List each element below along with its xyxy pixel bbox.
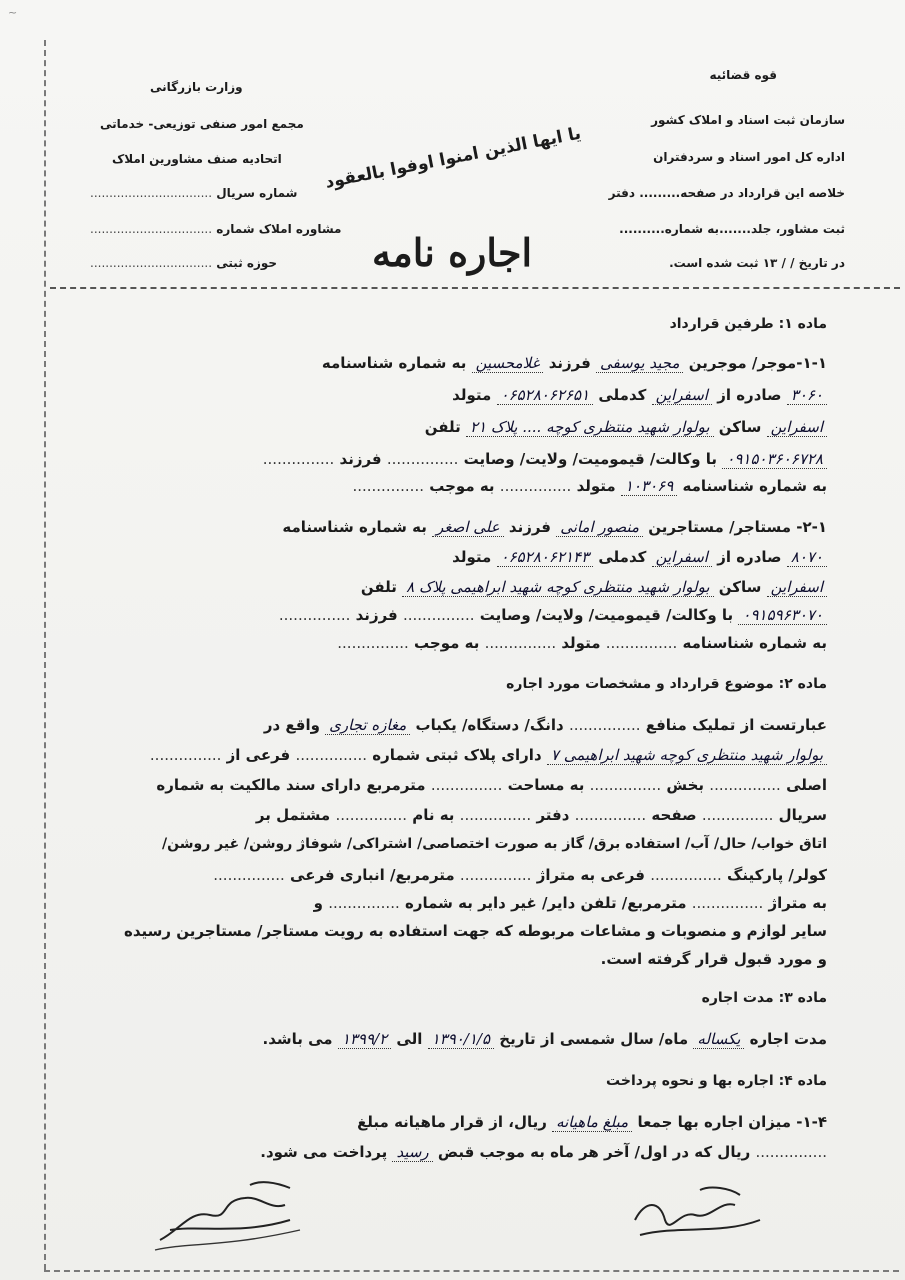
- header-notary-dept: اداره کل امور اسناد و سردفتران: [653, 150, 845, 164]
- header-guild-assembly: مجمع امور صنفی توزیعی- خدماتی: [100, 117, 304, 131]
- subject-deed-label: مترمربع دارای سند مالکیت به شماره: [156, 776, 426, 794]
- subject-serial-label: سریال: [778, 806, 827, 824]
- tenant-phone-label: تلفن: [360, 578, 397, 596]
- header-registered-date: در تاریخ / / ۱۳ ثبت شده است.: [669, 256, 845, 270]
- landlord-proxy-child-label: فرزند: [339, 450, 382, 468]
- rent-line-1: [137, 1113, 827, 1131]
- subject-and: و: [313, 894, 323, 912]
- subject-text-a: عبارتست از تملیک منافع: [645, 716, 827, 734]
- landlord-proxy-id-label: به شماره شناسنامه: [682, 477, 827, 495]
- subject-book-label: دفتر: [536, 806, 570, 824]
- registry-zone-label: حوزه ثبتی: [216, 256, 278, 270]
- duration-end-text: می باشد.: [262, 1030, 333, 1048]
- subject-line-7: به متراژ ............... مترمربع/ تلفن دایر/ غیر دایر به شماره ............... و: [313, 894, 827, 912]
- landlord-issued-label: صادره از: [717, 386, 782, 404]
- landlord-proxy-id: ۱۰۳۰۶۹: [621, 477, 677, 496]
- landlord-line-3: [137, 418, 827, 436]
- tenant-proxy-born-label: متولد: [561, 634, 601, 652]
- subject-text-b: دانگ/ دستگاه/ یکباب: [415, 716, 564, 734]
- tenant-name: منصور امانی: [556, 518, 643, 537]
- subject-line-6: کولر/ پارکینگ ............... فرعی به متراژ ............... مترمربع/ انباری فرعی ...............: [213, 866, 827, 884]
- subject-section-label: بخش: [666, 776, 705, 794]
- quran-motto: یا ایها الذین امنوا اوفوا بالعقود: [323, 123, 583, 193]
- landlord-line-1: [137, 354, 827, 372]
- subject-storage-area-label: به متراژ: [768, 894, 827, 912]
- bottom-cut-edge: [44, 1270, 899, 1272]
- tenant-proxy-id-label: به شماره شناسنامه: [682, 634, 827, 652]
- tenant-city: اسفراین: [767, 578, 827, 597]
- serial-number-field: ................................: [90, 186, 213, 200]
- subject-storage-label: مترمربع/ انباری فرعی: [290, 866, 455, 884]
- subject-area-label: به مساحت: [507, 776, 585, 794]
- tenant-issued-place: اسفراین: [652, 548, 712, 567]
- tenant-label: ۲-۱- مستاجر/ مستاجرین: [648, 518, 827, 536]
- duration-label: مدت اجاره: [749, 1030, 827, 1048]
- article3-heading: ماده ۳: مدت اجاره: [701, 990, 827, 1006]
- subject-line-8: سایر لوازم و منصوبات و مشاعات مربوطه که جهت استفاده به رویت مستاجر/ مستاجرین رسیده: [123, 922, 827, 940]
- duration-from-date: ۱۳۹۰/۱/۵: [428, 1030, 494, 1049]
- landlord-line-2: [137, 386, 827, 404]
- tenant-proxy-child-label: فرزند: [355, 606, 398, 624]
- header-judiciary: قوه قضائیه: [709, 68, 777, 82]
- subject-type: مغازه تجاری: [325, 716, 410, 735]
- subject-parking-label: کولر/ پارکینگ: [726, 866, 827, 884]
- subject-line-2: بولوار شهید منتظری کوچه شهید ابراهیمی ۷ دارای پلاک ثبتی شماره ............... فرعی از ...............: [137, 746, 827, 764]
- header-realestate-union: اتحادیه صنف مشاورین املاک: [112, 152, 282, 166]
- margin-scribble: ~: [8, 6, 18, 19]
- landlord-name: مجید یوسفی: [596, 354, 683, 373]
- landlord-proxy-basis-label: به موجب: [429, 477, 495, 495]
- tenant-proxy-text: با وکالت/ قیمومیت/ ولایت/ وصایت: [479, 606, 734, 624]
- rent-line-2: ............... ریال که در اول/ آخر هر ماه به موجب قبض رسید پرداخت می شود.: [260, 1143, 827, 1161]
- landlord-national-label: کدملی: [598, 386, 647, 404]
- landlord-born-label: متولد: [452, 386, 492, 404]
- landlord-issued-place: اسفراین: [652, 386, 712, 405]
- tenant-line-1: [137, 518, 827, 536]
- landlord-father: غلامحسین: [472, 354, 544, 373]
- subject-main-label: اصلی: [786, 776, 827, 794]
- tenant-line-5: به شماره شناسنامه ............... متولد ............... به موجب ...............: [337, 634, 827, 652]
- subject-phone-status-label: مترمربع/ تلفن دایر/ غیر دایر به شماره: [404, 894, 687, 912]
- duration-to-label: الی: [396, 1030, 423, 1048]
- subject-line-3: اصلی ............... بخش ............... به مساحت ............... مترمربع دارای سند مالکیت به شماره: [156, 776, 827, 794]
- article4-heading: ماده ۴: اجاره بها و نحوه پرداخت: [606, 1073, 827, 1089]
- landlord-child-label: فرزند: [548, 354, 591, 372]
- tenant-phone: ۰۹۱۵۹۶۳۰۷۰: [738, 606, 827, 625]
- header-consultant-reg: ثبت مشاور، جلد.......به شماره..........: [619, 222, 845, 236]
- left-cut-edge: [44, 40, 46, 1270]
- document-title: اجاره نامه: [372, 230, 532, 275]
- tenant-line-2: [137, 548, 827, 566]
- consultancy-number-field: ................................: [90, 222, 213, 236]
- header-commerce-ministry: وزارت بازرگانی: [150, 80, 243, 94]
- landlord-national-code: ۰۶۵۲۸۰۶۲۶۵۱: [497, 386, 594, 405]
- subject-line-1: عبارتست از تملیک منافع ............... دانگ/ دستگاه/ یکباب مغازه تجاری واقع در: [263, 716, 827, 734]
- serial-number-label: شماره سریال: [216, 186, 298, 200]
- landlord-city: اسفراین: [767, 418, 827, 437]
- subject-plate-label: دارای پلاک ثبتی شماره: [372, 746, 542, 764]
- subject-sub-label: فرعی از: [226, 746, 291, 764]
- duration-to-date: ۱۳۹۹/۲: [338, 1030, 391, 1049]
- duration-value: یکساله: [693, 1030, 744, 1049]
- landlord-line-5: به شماره شناسنامه ۱۰۳۰۶۹ متولد ............... به موجب ...............: [352, 477, 827, 495]
- landlord-id-label: به شماره شناسنامه: [321, 354, 467, 372]
- landlord-proxy-born-label: متولد: [576, 477, 616, 495]
- subject-owner-label: به نام: [412, 806, 455, 824]
- subject-parking-area-label: فرعی به متراژ: [536, 866, 645, 884]
- landlord-line-4: ۰۹۱۵۰۳۶۰۶۷۲۸ با وکالت/ قیمومیت/ ولایت/ وصایت ............... فرزند ...............: [137, 450, 827, 468]
- landlord-phone: ۰۹۱۵۰۳۶۰۶۷۲۸: [722, 450, 827, 469]
- landlord-phone-label: تلفن: [424, 418, 461, 436]
- tenant-proxy-basis-label: به موجب: [414, 634, 480, 652]
- landlord-signature: [620, 1180, 770, 1250]
- rent-total-value: مبلغ ماهیانه: [552, 1113, 632, 1132]
- subject-location: بولوار شهید منتظری کوچه شهید ابراهیمی ۷: [547, 746, 827, 765]
- rent-total-label: ۱-۴- میزان اجاره بها جمعا: [637, 1113, 827, 1131]
- header-divider: [50, 287, 900, 289]
- landlord-label: ۱-۱-موجر/ موجرین: [688, 354, 827, 372]
- tenant-child-label: فرزند: [508, 518, 552, 536]
- rent-monthly-label: ریال، از قرار ماهیانه مبلغ: [357, 1113, 547, 1131]
- landlord-proxy-text: با وکالت/ قیمومیت/ ولایت/ وصایت: [463, 450, 718, 468]
- subject-page-label: صفحه: [651, 806, 697, 824]
- subject-line-5: اتاق خواب/ حال/ آب/ استفاده برق/ گاز به صورت اختصاصی/ اشتراکی/ شوفاژ روشن/ غیر روشن/: [162, 836, 827, 852]
- tenant-national-code: ۰۶۵۲۸۰۶۲۱۴۳: [497, 548, 594, 567]
- subject-line-9: و مورد قبول قرار گرفته است.: [600, 950, 827, 968]
- registry-zone-field: ................................: [90, 256, 213, 270]
- article2-heading: ماده ۲: موضوع قرارداد و مشخصات مورد اجاره: [506, 676, 827, 692]
- tenant-father: علی اصغر: [432, 518, 504, 537]
- tenant-id-label: به شماره شناسنامه: [282, 518, 427, 536]
- rent-payment-label: ریال که در اول/ آخر هر ماه به موجب قبض: [437, 1143, 751, 1161]
- duration-from-label: ماه/ سال شمسی از تاریخ: [499, 1030, 689, 1048]
- tenant-line-4: ۰۹۱۵۹۶۳۰۷۰ با وکالت/ قیمومیت/ ولایت/ وصایت ............... فرزند ...............: [137, 606, 827, 624]
- article1-heading: ماده ۱: طرفین قرارداد: [669, 316, 827, 332]
- tenant-address: بولوار شهید منتظری کوچه شهید ابراهیمی پلاک ۸: [402, 578, 713, 597]
- landlord-resident-label: ساکن: [718, 418, 762, 436]
- landlord-id: ۳۰۶۰: [787, 386, 827, 405]
- subject-line-4: سریال ............... صفحه ............... دفتر ............... به نام ............... مشتمل بر: [255, 806, 827, 824]
- tenant-id: ۸۰۷۰: [787, 548, 827, 567]
- duration-line: [137, 1030, 827, 1048]
- rent-receipt-type: رسید: [392, 1143, 432, 1162]
- tenant-resident-label: ساکن: [718, 578, 762, 596]
- consultancy-number-label: مشاوره املاک شماره: [216, 222, 342, 236]
- subject-includes-label: مشتمل بر: [255, 806, 331, 824]
- rent-payment-end: پرداخت می شود.: [260, 1143, 388, 1161]
- header-summary-line: خلاصه این قرارداد در صفحه......... دفتر: [608, 186, 845, 200]
- landlord-address: بولوار شهید منتظری کوچه .... پلاک ۲۱: [466, 418, 714, 437]
- tenant-signature: [150, 1170, 310, 1255]
- header-registry-org: سازمان ثبت اسناد و املاک کشور: [651, 113, 845, 127]
- subject-text-c: واقع در: [263, 716, 320, 734]
- tenant-born-label: متولد: [452, 548, 492, 566]
- tenant-national-label: کدملی: [598, 548, 647, 566]
- tenant-issued-label: صادره از: [717, 548, 782, 566]
- tenant-line-3: [137, 578, 827, 596]
